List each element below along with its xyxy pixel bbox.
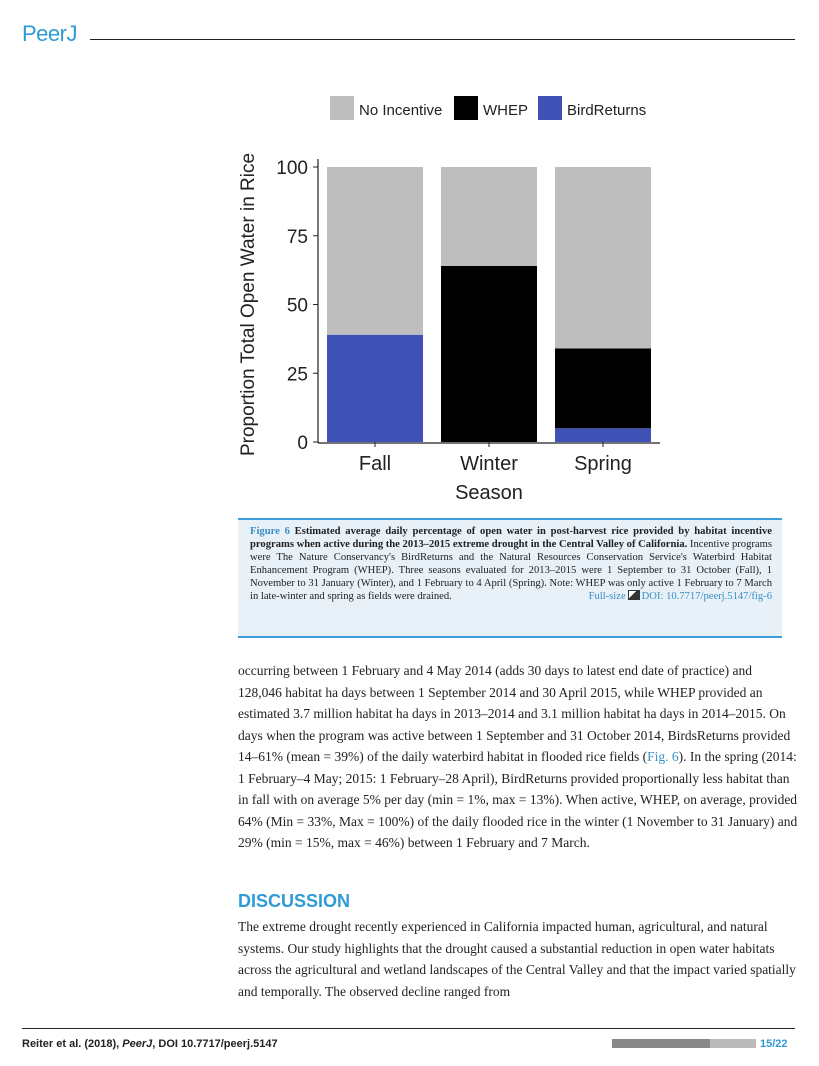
discussion-text: The extreme drought recently experienced in California impacted human, agricultural, and natural systems. Our study highlights that the drought caused a substantial reduction in open water habitats across the agricultural and wetland landscapes of the Central Valley and that the impact varied spatially and temporally. The observed decline ranged from [238, 919, 796, 999]
page-number: 15/22 [760, 1038, 788, 1050]
chart-svg [228, 88, 668, 518]
legend-swatch [538, 96, 562, 120]
citation-doi: , DOI 10.7717/peerj.5147 [152, 1038, 278, 1050]
legend-label: BirdReturns [567, 102, 647, 119]
bar-spring-birdreturns [555, 428, 651, 442]
legend-label: WHEP [483, 102, 528, 119]
header-rule [90, 39, 795, 40]
body-paragraph [238, 660, 798, 854]
fullsize-link[interactable] [589, 590, 772, 603]
citation-prefix: Reiter et al. (2018), [22, 1038, 123, 1050]
y-tick-label: 50 [286, 295, 308, 317]
figure-title: Estimated average daily percentage of open water in post-harvest rice provided by habitat incentive programs when active during the 2013–2015 extreme drought in the Central Valley of California. [250, 526, 772, 551]
citation-journal: PeerJ [122, 1038, 153, 1050]
footer-rule [22, 1028, 795, 1029]
footer-citation [22, 1038, 278, 1050]
page-progress-bar [612, 1039, 756, 1048]
x-tick-label: Winter [460, 453, 518, 475]
figure-reference-link[interactable]: Fig. 6 [647, 749, 679, 764]
y-tick-label: 25 [286, 364, 308, 386]
page-progress-fill [612, 1039, 710, 1048]
section-heading: DISCUSSION [238, 891, 351, 911]
image-icon [628, 590, 640, 600]
x-tick-label: Fall [358, 453, 392, 475]
y-tick-label: 75 [286, 226, 308, 248]
journal-logo: PeerJ [22, 21, 77, 46]
legend-swatch [330, 96, 354, 120]
bar-spring-whep [555, 349, 651, 429]
x-axis-label: Season [455, 482, 523, 504]
y-tick-label: 0 [297, 433, 308, 454]
figure-text: Incentive programs were The Nature Conservancy's BirdReturns and the Natural Resources Conservation Service's Waterbird Habitat Enhancement Program (WHEP). Three seasons evaluated for 2013–2015 were 1 September to 31 October (Fall), 1 November to 31 January (Winter), and 1 February to 4 April (Spring). Note: WHEP was only active 1 February to 7 March in late-winter and spring as fields were drained. [250, 539, 772, 603]
legend-label: No Incentive [359, 102, 443, 119]
bar-winter-no-incentive [441, 167, 537, 266]
doi-link[interactable]: DOI: 10.7717/peerj.5147/fig-6 [641, 591, 772, 603]
figure-label: Figure 6 [250, 526, 290, 537]
bar-fall-no-incentive [327, 167, 423, 335]
legend-swatch [454, 96, 478, 120]
stacked-bar-chart [228, 88, 668, 518]
body-text-a: occurring between 1 February and 4 May 2014 (adds 30 days to latest end date of practice) and 128,046 habitat ha days between 1 September 2014 and 30 April 2015, while WHEP provided an estimated 3.7 million habitat ha days in 2013–2014 and 3.1 million habitat ha days in 2014–2015. On days when the program was active between 1 September and 31 October 2014, BirdsReturns provided 14–61% (mean = 39%) of the daily waterbird habitat in flooded rice fields ( [238, 663, 791, 764]
bar-winter-whep [441, 266, 537, 442]
bar-fall-birdreturns [327, 335, 423, 442]
figure-caption [238, 518, 782, 638]
bar-spring-no-incentive [555, 167, 651, 349]
y-axis-label: Proportion Total Open Water in Rice [238, 152, 259, 457]
body-text-b: ). In the spring (2014: 1 February–4 May; 2015: 1 February–28 April), BirdReturns provided proportionally less habitat than in fall with on average 5% per day (min = 1%, max = 13%). When active, WHEP, on average, provided 64% (Min = 33%, Max = 100%) of the daily flooded rice in the winter (1 November to 31 January) and 29% (min = 15%, max = 46%) between 1 February and 7 March. [238, 749, 798, 850]
fullsize-label: Full-size [588, 591, 626, 603]
discussion-paragraph [238, 916, 798, 1011]
y-tick-label: 100 [276, 158, 308, 179]
x-tick-label: Spring [574, 453, 632, 475]
